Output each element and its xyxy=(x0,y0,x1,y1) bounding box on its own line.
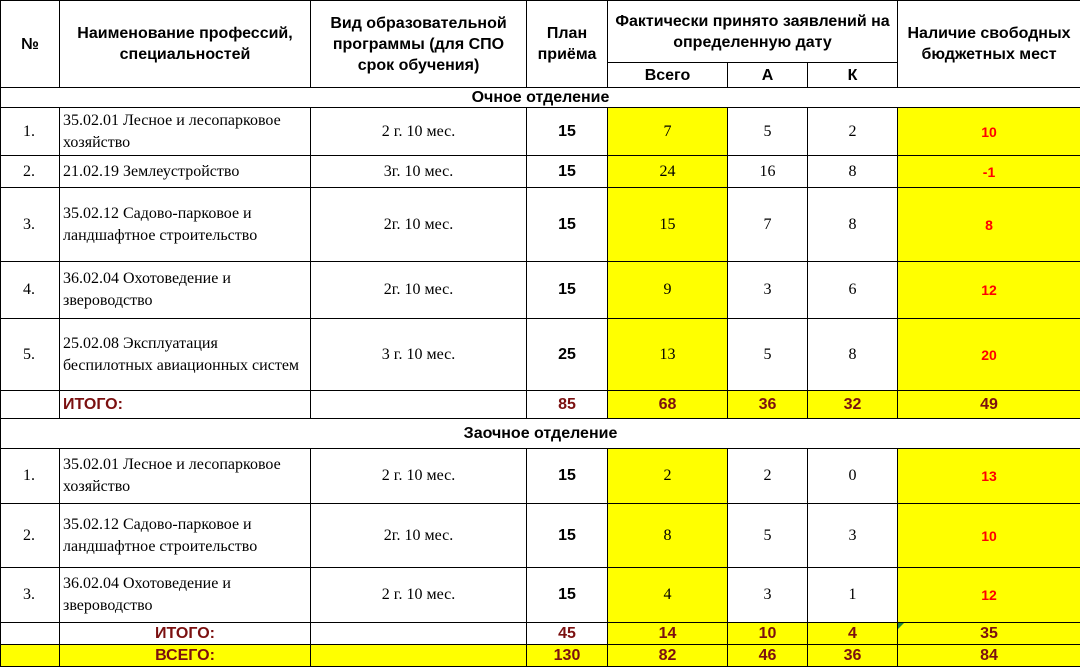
row-k: 8 xyxy=(808,319,898,391)
grand-total-total: 82 xyxy=(608,645,728,667)
row-num: 4. xyxy=(1,262,60,319)
row-k: 0 xyxy=(808,449,898,504)
row-num: 2. xyxy=(1,504,60,568)
row-total: 9 xyxy=(608,262,728,319)
grand-total-free: 84 xyxy=(898,645,1080,667)
row-free: 8 xyxy=(898,188,1080,262)
row-num: 3. xyxy=(1,188,60,262)
row-free: 13 xyxy=(898,449,1080,504)
row-a: 2 xyxy=(728,449,808,504)
grand-total-row xyxy=(1,645,1080,667)
row-plan: 15 xyxy=(527,449,608,504)
row-k: 6 xyxy=(808,262,898,319)
row-total: 13 xyxy=(608,319,728,391)
row-k: 8 xyxy=(808,188,898,262)
row-free: -1 xyxy=(898,156,1080,188)
row-plan: 15 xyxy=(527,108,608,156)
row-plan: 15 xyxy=(527,156,608,188)
row-plan: 15 xyxy=(527,504,608,568)
row-name: 36.02.04 Охотоведение и звероводство xyxy=(60,262,311,319)
row-total: 24 xyxy=(608,156,728,188)
table-row xyxy=(1,156,1080,188)
row-a: 5 xyxy=(728,108,808,156)
row-a: 3 xyxy=(728,568,808,623)
row-num: 3. xyxy=(1,568,60,623)
row-free: 10 xyxy=(898,108,1080,156)
summary-k: 32 xyxy=(808,391,898,419)
section-row-part-time xyxy=(1,419,1080,449)
row-name: 25.02.08 Эксплуатация беспилотных авиационных систем xyxy=(60,319,311,391)
row-free: 20 xyxy=(898,319,1080,391)
row-free: 12 xyxy=(898,568,1080,623)
table-row xyxy=(1,319,1080,391)
section-title: Заочное отделение xyxy=(1,419,1080,449)
table-row xyxy=(1,108,1080,156)
table-row xyxy=(1,262,1080,319)
summary-free: 35 xyxy=(898,623,1080,645)
summary-free: 49 xyxy=(898,391,1080,419)
row-total: 15 xyxy=(608,188,728,262)
row-k: 3 xyxy=(808,504,898,568)
row-program: 2г. 10 мес. xyxy=(311,262,527,319)
row-free: 12 xyxy=(898,262,1080,319)
section-title: Очное отделение xyxy=(1,88,1080,108)
row-a: 16 xyxy=(728,156,808,188)
row-num: 2. xyxy=(1,156,60,188)
row-name: 21.02.19 Землеустройство xyxy=(60,156,311,188)
row-a: 5 xyxy=(728,319,808,391)
summary-total: 68 xyxy=(608,391,728,419)
row-k: 8 xyxy=(808,156,898,188)
row-program: 2г. 10 мес. xyxy=(311,504,527,568)
row-program: 2 г. 10 мес. xyxy=(311,568,527,623)
summary-label: ИТОГО: xyxy=(60,391,311,419)
row-k: 1 xyxy=(808,568,898,623)
row-num: 1. xyxy=(1,449,60,504)
row-a: 7 xyxy=(728,188,808,262)
header-plan: План приёма xyxy=(527,1,608,88)
row-name: 36.02.04 Охотоведение и звероводство xyxy=(60,568,311,623)
row-name: 35.02.01 Лесное и лесопарковое хозяйство xyxy=(60,108,311,156)
table-row xyxy=(1,504,1080,568)
row-num: 5. xyxy=(1,319,60,391)
row-num: 1. xyxy=(1,108,60,156)
header-row xyxy=(1,1,1080,63)
row-total: 4 xyxy=(608,568,728,623)
header-k: К xyxy=(808,63,898,88)
header-name: Наименование профессий, специальностей xyxy=(60,1,311,88)
summary-label: ИТОГО: xyxy=(60,623,311,645)
grand-total-label: ВСЕГО: xyxy=(60,645,311,667)
row-plan: 15 xyxy=(527,262,608,319)
row-plan: 15 xyxy=(527,568,608,623)
row-program: 3г. 10 мес. xyxy=(311,156,527,188)
header-program: Вид образовательной программы (для СПО срок обучения) xyxy=(311,1,527,88)
row-plan: 25 xyxy=(527,319,608,391)
row-program: 2 г. 10 мес. xyxy=(311,449,527,504)
header-free: Наличие свободных бюджетных мест xyxy=(898,1,1080,88)
row-total: 8 xyxy=(608,504,728,568)
summary-total: 14 xyxy=(608,623,728,645)
row-name: 35.02.12 Садово-парковое и ландшафтное строительство xyxy=(60,188,311,262)
table-row xyxy=(1,449,1080,504)
header-num: № xyxy=(1,1,60,88)
header-accepted: Фактически принято заявлений на определенную дату xyxy=(608,1,898,63)
row-name: 35.02.12 Садово-парковое и ландшафтное строительство xyxy=(60,504,311,568)
summary-row-full-time xyxy=(1,391,1080,419)
row-program: 2 г. 10 мес. xyxy=(311,108,527,156)
row-name: 35.02.01 Лесное и лесопарковое хозяйство xyxy=(60,449,311,504)
summary-plan: 85 xyxy=(527,391,608,419)
header-total: Всего xyxy=(608,63,728,88)
row-k: 2 xyxy=(808,108,898,156)
section-row-full-time xyxy=(1,88,1080,108)
row-total: 7 xyxy=(608,108,728,156)
row-program: 3 г. 10 мес. xyxy=(311,319,527,391)
row-a: 3 xyxy=(728,262,808,319)
summary-k: 4 xyxy=(808,623,898,645)
grand-total-a: 46 xyxy=(728,645,808,667)
row-total: 2 xyxy=(608,449,728,504)
row-program: 2г. 10 мес. xyxy=(311,188,527,262)
summary-a: 10 xyxy=(728,623,808,645)
table-row xyxy=(1,188,1080,262)
row-plan: 15 xyxy=(527,188,608,262)
summary-row-part-time xyxy=(1,623,1080,645)
table-row xyxy=(1,568,1080,623)
row-a: 5 xyxy=(728,504,808,568)
header-a: А xyxy=(728,63,808,88)
summary-a: 36 xyxy=(728,391,808,419)
grand-total-k: 36 xyxy=(808,645,898,667)
row-free: 10 xyxy=(898,504,1080,568)
summary-plan: 45 xyxy=(527,623,608,645)
grand-total-plan: 130 xyxy=(527,645,608,667)
